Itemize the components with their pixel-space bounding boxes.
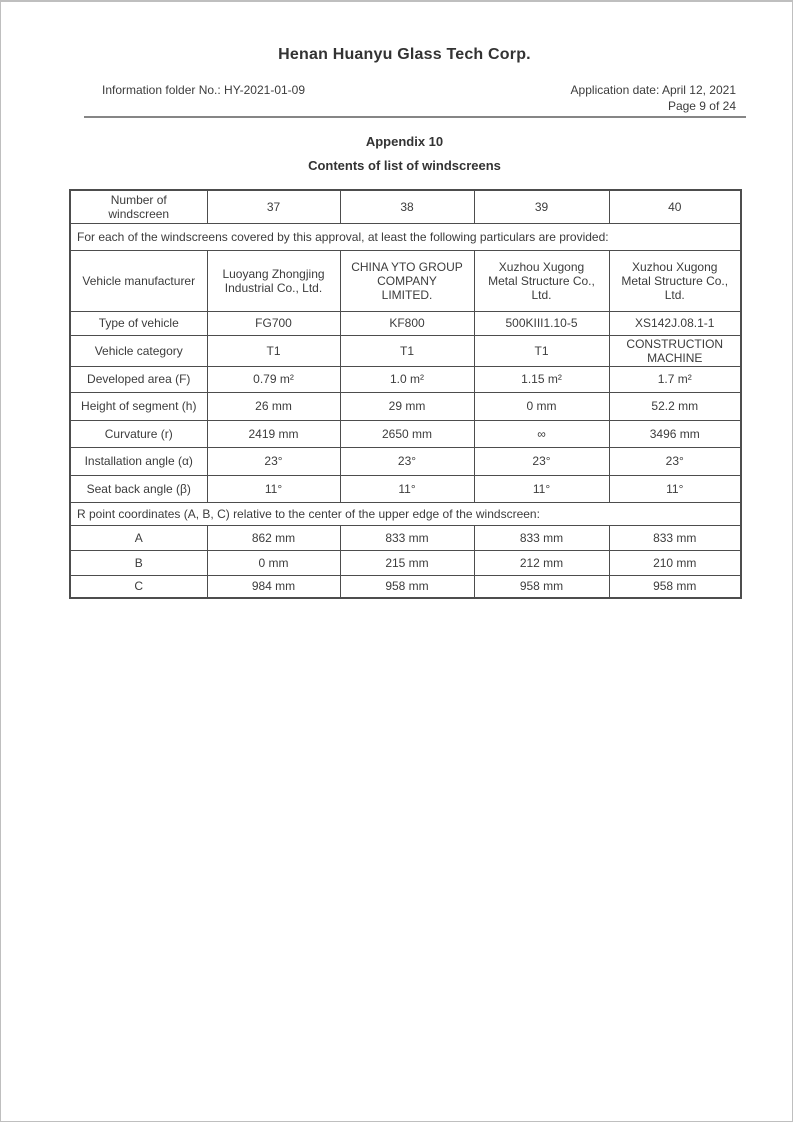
cell: Xuzhou Xugong Metal Structure Co., Ltd. <box>609 250 741 311</box>
table-row-number-of-windscreen <box>70 190 741 223</box>
cell: 23° <box>340 447 474 475</box>
table-row-height-of-segment <box>70 392 741 420</box>
table-row-r-point-note <box>70 502 741 525</box>
row-label: A <box>70 525 207 550</box>
cell: 23° <box>207 447 340 475</box>
table-row-vehicle-manufacturer <box>70 250 741 311</box>
row-label: B <box>70 550 207 575</box>
cell: 38 <box>340 190 474 223</box>
cell: 52.2 mm <box>609 392 741 420</box>
table-row-seat-back-angle <box>70 475 741 502</box>
cell: FG700 <box>207 311 340 335</box>
cell: T1 <box>340 335 474 366</box>
header-divider <box>84 116 746 118</box>
cell: 862 mm <box>207 525 340 550</box>
cell: XS142J.08.1-1 <box>609 311 741 335</box>
section-subtitle: Contents of list of windscreens <box>308 158 501 173</box>
cell: 958 mm <box>609 575 741 598</box>
cell: 958 mm <box>474 575 609 598</box>
cell: 11° <box>340 475 474 502</box>
table-row-coordinate-a <box>70 525 741 550</box>
cell: 833 mm <box>474 525 609 550</box>
cell: 37 <box>207 190 340 223</box>
cell: 0 mm <box>207 550 340 575</box>
document-content <box>69 46 740 599</box>
application-date: Application date: April 12, 2021 <box>570 83 736 97</box>
cell: KF800 <box>340 311 474 335</box>
document-header <box>69 82 740 114</box>
header-right-block <box>571 82 740 114</box>
cell: 11° <box>474 475 609 502</box>
table-row-coordinate-b <box>70 550 741 575</box>
r-point-note: R point coordinates (A, B, C) relative to the center of the upper edge of the windscreen: <box>70 502 741 525</box>
cell: CHINA YTO GROUP COMPANY LIMITED. <box>340 250 474 311</box>
cell: 29 mm <box>340 392 474 420</box>
row-label: Seat back angle (β) <box>70 475 207 502</box>
cell: 833 mm <box>340 525 474 550</box>
cell: 215 mm <box>340 550 474 575</box>
table-row-curvature <box>70 420 741 447</box>
cell: 958 mm <box>340 575 474 598</box>
cell: 1.7 m² <box>609 366 741 392</box>
cell: ∞ <box>474 420 609 447</box>
table-row-developed-area <box>70 366 741 392</box>
row-label: Installation angle (α) <box>70 447 207 475</box>
cell: 210 mm <box>609 550 741 575</box>
cell: Luoyang Zhongjing Industrial Co., Ltd. <box>207 250 340 311</box>
cell: 212 mm <box>474 550 609 575</box>
cell: 833 mm <box>609 525 741 550</box>
page-number: Page 9 of 24 <box>667 99 736 113</box>
cell: 0.79 m² <box>207 366 340 392</box>
cell: 0 mm <box>474 392 609 420</box>
cell: 2419 mm <box>207 420 340 447</box>
cell: 23° <box>609 447 741 475</box>
info-folder-number: Information folder No.: HY-2021-01-09 <box>102 83 306 97</box>
cell: 39 <box>474 190 609 223</box>
row-label: Number of windscreen <box>70 190 207 223</box>
table-row-installation-angle <box>70 447 741 475</box>
row-label: Type of vehicle <box>70 311 207 335</box>
cell: 3496 mm <box>609 420 741 447</box>
cell: 23° <box>474 447 609 475</box>
cell: 40 <box>609 190 741 223</box>
cell: 11° <box>609 475 741 502</box>
row-label: Curvature (r) <box>70 420 207 447</box>
cell: 1.0 m² <box>340 366 474 392</box>
cell: 2650 mm <box>340 420 474 447</box>
table-row-note <box>70 223 741 250</box>
row-label: C <box>70 575 207 598</box>
cell: Xuzhou Xugong Metal Structure Co., Ltd. <box>474 250 609 311</box>
cell: CONSTRUCTION MACHINE <box>609 335 741 366</box>
cell: 500KIII1.10-5 <box>474 311 609 335</box>
row-label: Vehicle manufacturer <box>70 250 207 311</box>
cell: 11° <box>207 475 340 502</box>
windscreen-table <box>69 189 742 599</box>
row-label: Height of segment (h) <box>70 392 207 420</box>
row-label: Developed area (F) <box>70 366 207 392</box>
cell: 984 mm <box>207 575 340 598</box>
table-row-vehicle-category <box>70 335 741 366</box>
cell: T1 <box>207 335 340 366</box>
appendix-heading: Appendix 10 <box>365 134 444 149</box>
table-row-coordinate-c <box>70 575 741 598</box>
table-row-type-of-vehicle <box>70 311 741 335</box>
cell: 26 mm <box>207 392 340 420</box>
company-title: Henan Huanyu Glass Tech Corp. <box>278 46 531 63</box>
row-label: Vehicle category <box>70 335 207 366</box>
cell: T1 <box>474 335 609 366</box>
table-note: For each of the windscreens covered by this approval, at least the following particulars are provided: <box>70 223 741 250</box>
cell: 1.15 m² <box>474 366 609 392</box>
